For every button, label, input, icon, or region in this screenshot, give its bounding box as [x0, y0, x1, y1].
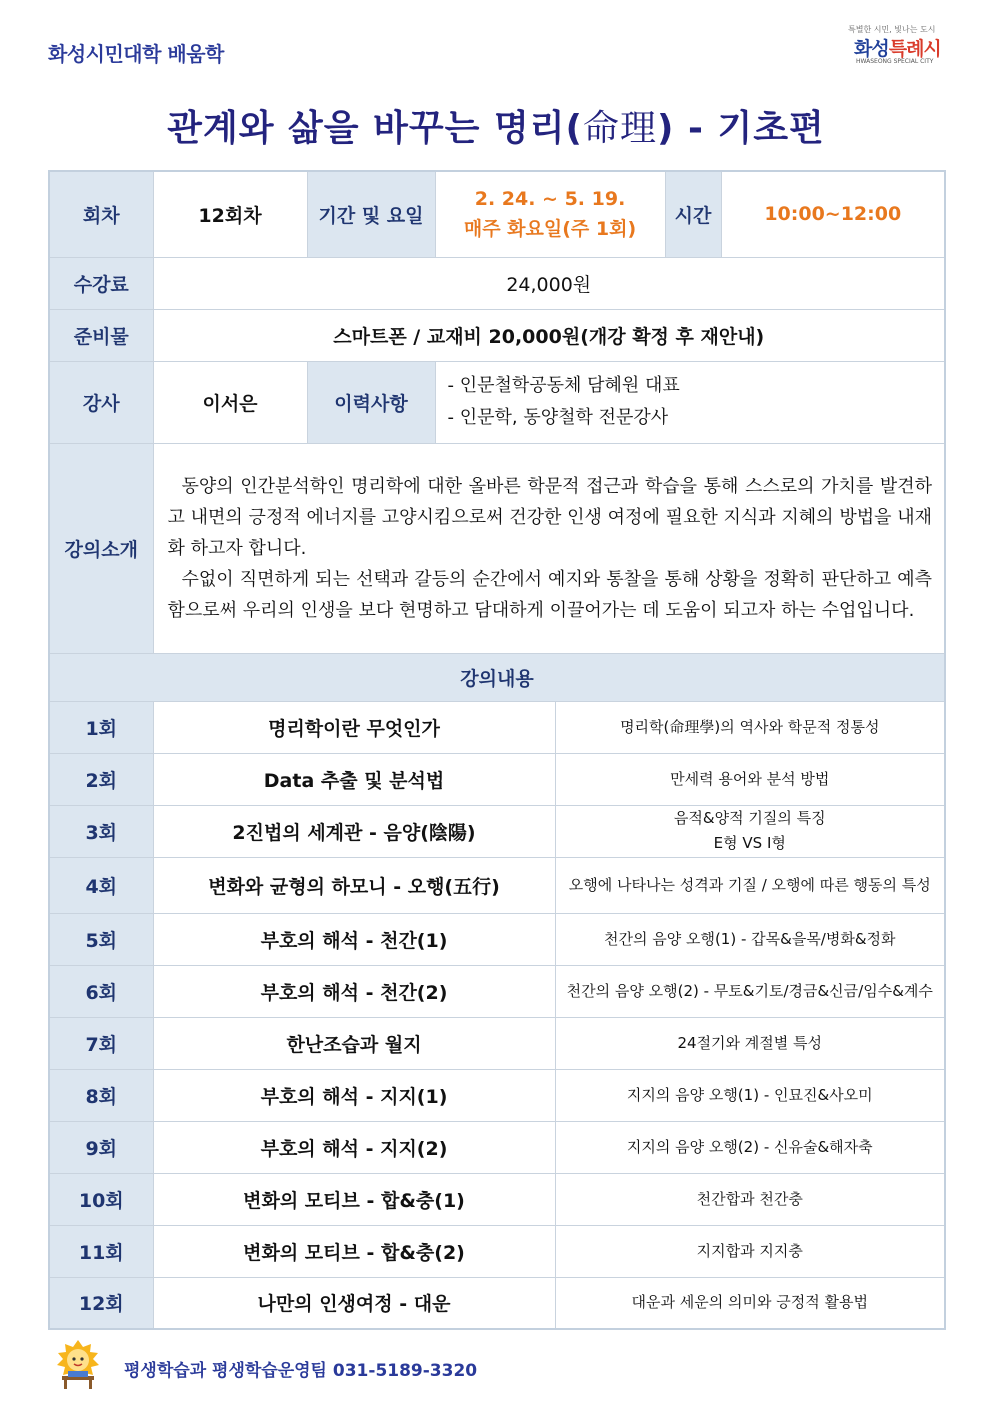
session-number: 10회: [49, 1173, 153, 1225]
session-number: 9회: [49, 1121, 153, 1173]
session-row: [49, 1017, 945, 1069]
instructor-label: 강사: [49, 361, 153, 443]
instructor-name: 이서은: [153, 361, 307, 443]
curriculum-body: [49, 701, 945, 1329]
career-list: [435, 361, 945, 443]
session-topic: 한난조습과 월지: [153, 1017, 555, 1069]
info-row-fee: [49, 257, 945, 309]
session-topic: 나만의 인생여정 - 대운: [153, 1277, 555, 1329]
session-row: [49, 965, 945, 1017]
session-row: [49, 1069, 945, 1121]
session-description: [555, 1069, 945, 1121]
session-row: [49, 753, 945, 805]
org-name: 화성시민대학 배움학: [48, 42, 224, 66]
session-topic: 2진법의 세계관 - 음양(陰陽): [153, 805, 555, 857]
session-description: [555, 1277, 945, 1329]
session-row: [49, 701, 945, 753]
time-value: 10:00~12:00: [721, 171, 945, 257]
intro-text: [153, 443, 945, 653]
session-row: [49, 1277, 945, 1329]
session-description: [555, 1225, 945, 1277]
session-topic: 부호의 해석 - 지지(2): [153, 1121, 555, 1173]
session-description-line: 명리학(命理學)의 역사와 학문적 정통성: [620, 717, 880, 736]
session-row: [49, 1121, 945, 1173]
title-after: ) - 기초편: [657, 108, 825, 149]
course-table: [48, 170, 946, 1330]
session-description: [555, 701, 945, 753]
session-topic: 변화와 균형의 하모니 - 오행(五行): [153, 857, 555, 913]
session-row: [49, 857, 945, 913]
session-description-line: 지지의 음양 오행(1) - 인묘진&사오미: [626, 1085, 873, 1104]
intro-label: 강의소개: [49, 443, 153, 653]
session-description: [555, 965, 945, 1017]
session-number: 2회: [49, 753, 153, 805]
materials-label: 준비물: [49, 309, 153, 361]
session-description: [555, 1173, 945, 1225]
materials-value: 스마트폰 / 교재비 20,000원(개강 확정 후 재안내): [153, 309, 945, 361]
session-number: 4회: [49, 857, 153, 913]
period-weekday: 매주 화요일(주 1회): [463, 218, 637, 241]
session-description-line: 지지의 음양 오행(2) - 신유술&해자축: [626, 1137, 873, 1156]
page-title: [0, 100, 992, 151]
info-row-materials: [49, 309, 945, 361]
period-dates: 2. 24. ~ 5. 19.: [474, 188, 626, 211]
session-description-line: 만세력 용어와 분석 방법: [670, 769, 830, 788]
curriculum-heading: 강의내용: [49, 653, 945, 701]
session-description-line: 24절기와 계절별 특성: [677, 1033, 823, 1052]
session-topic: Data 추출 및 분석법: [153, 753, 555, 805]
period-value: [435, 171, 665, 257]
session-topic: 부호의 해석 - 지지(1): [153, 1069, 555, 1121]
session-description: [555, 1017, 945, 1069]
fee-label: 수강료: [49, 257, 153, 309]
footer-contact: 평생학습과 평생학습운영팀 031-5189-3320: [124, 1361, 478, 1381]
logo-name-city: 화성: [854, 38, 889, 60]
session-topic: 부호의 해석 - 천간(2): [153, 965, 555, 1017]
info-row-instructor: [49, 361, 945, 443]
info-row-session: [49, 171, 945, 257]
session-number: 8회: [49, 1069, 153, 1121]
session-number: 7회: [49, 1017, 153, 1069]
logo-name: [854, 34, 941, 61]
session-row: [49, 1225, 945, 1277]
logo-subtitle: HWASEONG SPECIAL CITY: [856, 58, 934, 65]
session-description: [555, 805, 945, 857]
session-description-line: 오행에 나타나는 성격과 기질 / 오행에 따른 행동의 특성: [568, 875, 931, 894]
logo-name-special: 특례시: [888, 38, 941, 60]
footer: [52, 1338, 652, 1390]
session-number: 1회: [49, 701, 153, 753]
session-value: 12회차: [153, 171, 307, 257]
intro-paragraph: 수없이 직면하게 되는 선택과 갈등의 순간에서 예지와 통찰을 통해 상황을 정확히 판단하고 예측함으로써 우리의 인생을 보다 현명하고 담대하게 이끌어가는 데 도움이 되고자 하는 수업입니다.: [167, 568, 933, 621]
session-description-line: 음적&양적 기질의 특징: [673, 809, 826, 827]
session-row: [49, 805, 945, 857]
session-description-line: E형 VS I형: [713, 834, 786, 852]
session-row: [49, 913, 945, 965]
session-number: 6회: [49, 965, 153, 1017]
career-item: - 인문철학공동체 담혜원 대표: [447, 375, 680, 396]
session-topic: 변화의 모티브 - 합&충(1): [153, 1173, 555, 1225]
session-description-line: 천간합과 천간충: [696, 1189, 803, 1208]
session-topic: 명리학이란 무엇인가: [153, 701, 555, 753]
session-description-line: 대운과 세운의 의미와 긍정적 활용법: [631, 1293, 868, 1312]
session-number: 11회: [49, 1225, 153, 1277]
logo-slogan: 특별한 시민, 빛나는 도시: [848, 25, 936, 34]
session-number: 12회: [49, 1277, 153, 1329]
session-description: [555, 1121, 945, 1173]
session-number: 5회: [49, 913, 153, 965]
session-description-line: 천간의 음양 오행(2) - 무토&기토/경금&신금/임수&계수: [566, 981, 933, 1000]
session-description: [555, 753, 945, 805]
intro-paragraph: 동양의 인간분석학인 명리학에 대한 올바른 학문적 접근과 학습을 통해 스스로의 가치를 발견하고 내면의 긍정적 에너지를 고양시킴으로써 건강한 인생 여정에 필요한 지식과 지혜의 방법을 내재화 하고자 합니다.: [167, 475, 933, 559]
session-description-line: 천간의 음양 오행(1) - 갑목&을목/병화&정화: [603, 929, 896, 948]
session-row: [49, 1173, 945, 1225]
fee-value: 24,000원: [153, 257, 945, 309]
hwaseong-logo: [840, 20, 960, 68]
time-label: 시간: [665, 171, 721, 257]
title-hanja: 命理: [583, 108, 658, 149]
session-label: 회차: [49, 171, 153, 257]
session-topic: 부호의 해석 - 천간(1): [153, 913, 555, 965]
title-before: 관계와 삶을 바꾸는 명리(: [167, 108, 583, 149]
session-topic: 변화의 모티브 - 합&충(2): [153, 1225, 555, 1277]
info-row-intro: [49, 443, 945, 653]
session-number: 3회: [49, 805, 153, 857]
session-description: [555, 857, 945, 913]
career-label: 이력사항: [307, 361, 435, 443]
curriculum-heading-row: [49, 653, 945, 701]
period-label: 기간 및 요일: [307, 171, 435, 257]
session-description-line: 지지합과 지지충: [696, 1241, 803, 1260]
career-item: - 인문학, 동양철학 전문강사: [447, 407, 669, 428]
session-description: [555, 913, 945, 965]
mascot-icon: [52, 1338, 104, 1390]
